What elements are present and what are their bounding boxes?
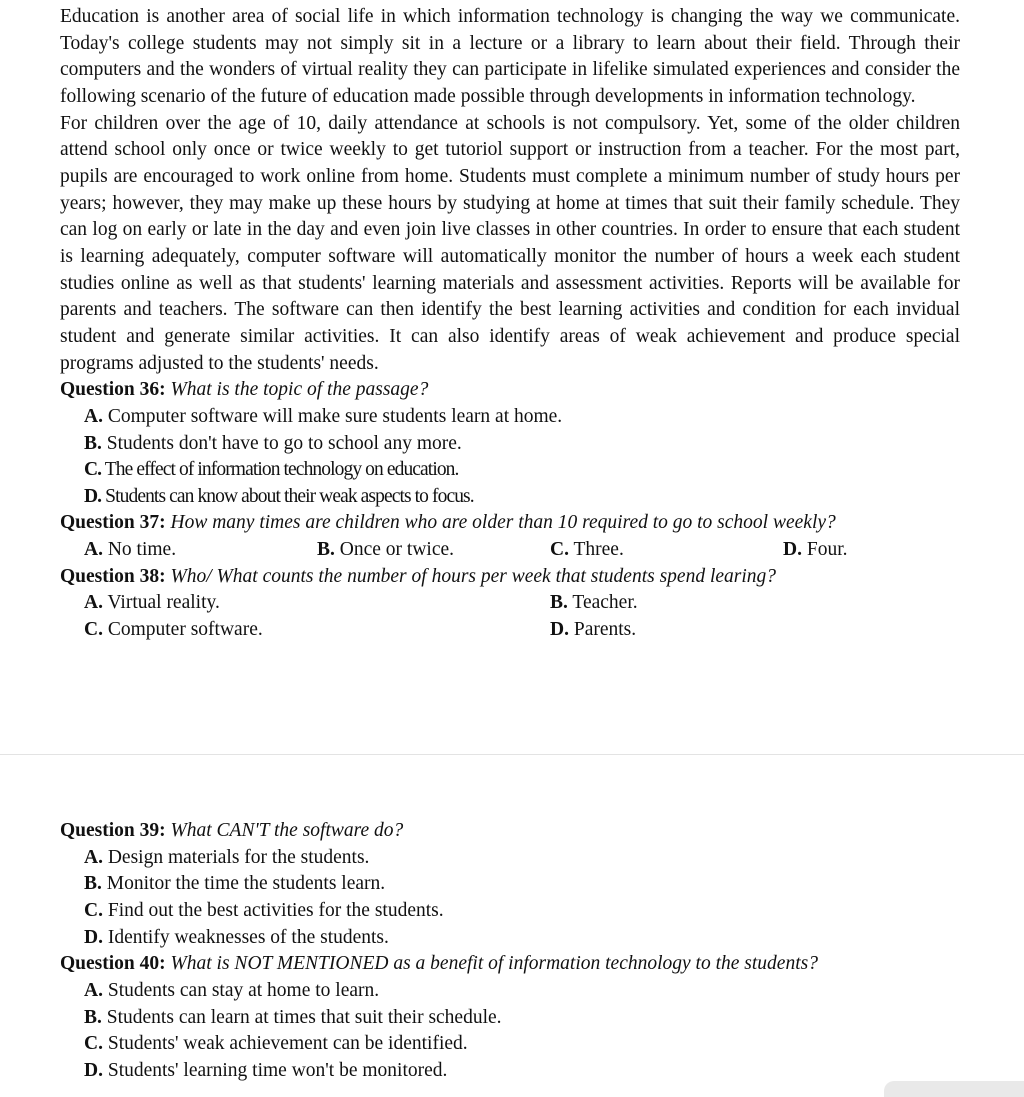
question-40 bbox=[60, 951, 960, 978]
question-text: Who/ What counts the number of hours per week that students spend learing? bbox=[170, 565, 777, 587]
question-text: What is NOT MENTIONED as a benefit of information technology to the students? bbox=[170, 953, 818, 975]
option-40-b: B. Students can learn at times that suit their schedule. bbox=[84, 1006, 502, 1028]
upper-section bbox=[60, 4, 960, 644]
scroll-indicator[interactable] bbox=[884, 1081, 1024, 1097]
question-39 bbox=[60, 818, 960, 845]
question-text: What is the topic of the passage? bbox=[170, 379, 429, 401]
question-label: Question 39: bbox=[60, 820, 166, 841]
option-39-c: C. Find out the best activities for the students. bbox=[84, 899, 444, 921]
option-40-c: C. Students' weak achievement can be identified. bbox=[84, 1033, 468, 1055]
question-36 bbox=[60, 377, 960, 404]
options-38-row-2 bbox=[84, 617, 960, 644]
passage-paragraph-2: For children over the age of 10, daily attendance at schools is not compulsory. Yet, some of the older children attend school only once or twice weekly to get tutoriol support or instruction from a teacher. For the most part, pupils are encouraged to work online from home. Students must complete a minimum number of study hours per years; however, they may make up these hours by studying at home at times that suit their family schedule. They can log on early or late in the day and even join live classes in other countries. In order to ensure that each student is learning adequately, computer software will automatically monitor the number of hours a week each student studies online as well as that students' learning materials and assessment activities. Reports will be available for parents and teachers. The software can then identify the best learning activities and condition for each invidual student and generate similar activities. It can also identify areas of weak achievement and produce special programs adjusted to the students' needs. bbox=[60, 112, 960, 374]
option-37-d: D. Four. bbox=[783, 539, 848, 561]
option-38-d: D. Parents. bbox=[550, 619, 637, 641]
option-40-a: A. Students can stay at home to learn. bbox=[84, 979, 380, 1001]
option-39-d: D. Identify weaknesses of the students. bbox=[84, 926, 389, 948]
option-38-a: A. Virtual reality. bbox=[84, 592, 220, 614]
question-38 bbox=[60, 564, 960, 591]
question-label: Question 37: bbox=[60, 512, 166, 534]
option-39-a: A. Design materials for the students. bbox=[84, 846, 370, 868]
question-37 bbox=[60, 510, 960, 537]
page-divider bbox=[0, 754, 1024, 755]
option-36-c: C. The effect of information technology on education. bbox=[84, 459, 459, 481]
option-36-a: A. Computer software will make sure students learn at home. bbox=[84, 405, 563, 427]
options-37 bbox=[84, 537, 960, 564]
question-label: Question 38: bbox=[60, 565, 166, 587]
option-37-a: A. No time. bbox=[84, 539, 177, 561]
option-37-b: B. Once or twice. bbox=[317, 539, 455, 561]
question-label: Question 36: bbox=[60, 379, 166, 401]
options-38-row-1 bbox=[84, 590, 960, 617]
option-40-d: D. Students' learning time won't be monitored. bbox=[84, 1059, 448, 1081]
option-36-d: D. Students can know about their weak aspects to focus. bbox=[84, 485, 474, 507]
option-36-b: B. Students don't have to go to school any more. bbox=[84, 432, 462, 454]
question-text: What CAN'T the software do? bbox=[170, 820, 404, 841]
option-39-b: B. Monitor the time the students learn. bbox=[84, 873, 386, 895]
question-text: How many times are children who are older than 10 required to go to school weekly? bbox=[170, 512, 836, 534]
question-label: Question 40: bbox=[60, 953, 166, 975]
option-38-b: B. Teacher. bbox=[550, 592, 638, 614]
option-38-c: C. Computer software. bbox=[84, 619, 263, 641]
option-37-c: C. Three. bbox=[550, 539, 624, 561]
lower-section bbox=[60, 818, 960, 1085]
passage-paragraph-1: Education is another area of social life in which information technology is changing the way we communicate. Today's college students may not simply sit in a lecture or a library to learn about their field. Through their computers and the wonders of virtual reality they can participate in lifelike simulated experiences and consider the following scenario of the future of education made possible through developments in information technology. bbox=[60, 6, 960, 107]
